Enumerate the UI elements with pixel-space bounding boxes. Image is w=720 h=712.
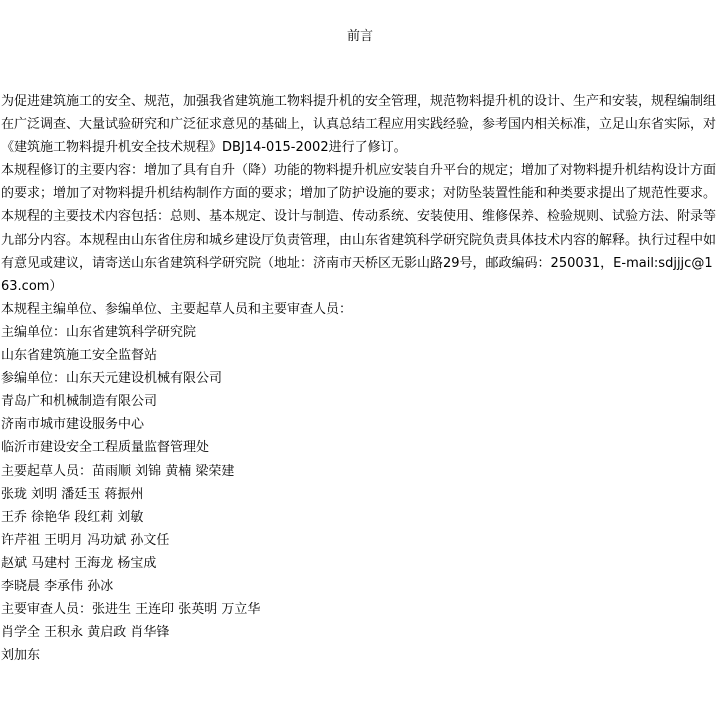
reviewers-line-2: 肖学全 王积永 黄启政 肖华锋: [1, 625, 170, 641]
participating-unit-3: 济南市城市建设服务中心: [1, 417, 145, 433]
document-body: [1, 90, 717, 667]
reviewers-line-1: 主要审查人员：张进生 王连印 张英明 万立华: [1, 602, 261, 618]
paragraph-technical-content: 本规程的主要技术内容包括：总则、基本规定、设计与制造、传动系统、安装使用、维修保养、检验规则、试验方法、附录等九部分内容。本规程由山东省住房和城乡建设厅负责管理，由山东省建筑科学研究院负责具体技术内容的解释。执行过程中如有意见或建议，请寄送山东省建筑科学研究院（地址：济南市天桥区无影山路29号，邮政编码：250031，E-mail:sdjjjc@163.com）: [1, 209, 717, 294]
paragraph-intro: 为促进建筑施工的安全、规范，加强我省建筑施工物料提升机的安全管理，规范物料提升机的设计、生产和安装，规程编制组在广泛调查、大量试验研究和广泛征求意见的基础上，认真总结工程应用实践经验，参考国内相关标准，立足山东省实际，对《建筑施工物料提升机安全技术规程》DBJ14-015-2002进行了修订。: [1, 94, 717, 156]
chief-editor-unit: 主编单位：山东省建筑科学研究院: [1, 324, 197, 340]
participating-unit-4: 临沂市建设安全工程质量监督管理处: [1, 440, 210, 456]
drafters-line-5: 赵斌 马建村 王海龙 杨宝成: [1, 555, 157, 571]
participating-unit-2: 青岛广和机械制造有限公司: [1, 394, 158, 410]
reviewers-line-3: 刘加东: [1, 648, 41, 664]
participating-unit: 参编单位：山东天元建设机械有限公司: [1, 371, 223, 387]
drafters-line-4: 许芹祖 王明月 冯功斌 孙文任: [1, 532, 170, 548]
paragraph-units-intro: 本规程主编单位、参编单位、主要起草人员和主要审查人员：: [1, 301, 353, 317]
drafters-line-6: 李晓晨 李承伟 孙冰: [1, 578, 114, 594]
drafters-line-1: 主要起草人员：苗雨顺 刘锦 黄楠 梁荣建: [1, 463, 235, 479]
drafters-line-3: 王乔 徐艳华 段红莉 刘敏: [1, 509, 144, 525]
drafters-line-2: 张珑 刘明 潘廷玉 蒋振州: [1, 486, 144, 502]
paragraph-revision-content: 本规程修订的主要内容：增加了具有自升（降）功能的物料提升机应安装自升平台的规定；增加了对物料提升机结构设计方面的要求；增加了对物料提升机结构制作方面的要求；增加了防护设施的要求；对防坠装置性能和种类要求提出了规范性要求。: [1, 163, 717, 202]
chief-editor-unit-2: 山东省建筑施工安全监督站: [1, 348, 158, 364]
document-title: 前言: [346, 29, 373, 44]
